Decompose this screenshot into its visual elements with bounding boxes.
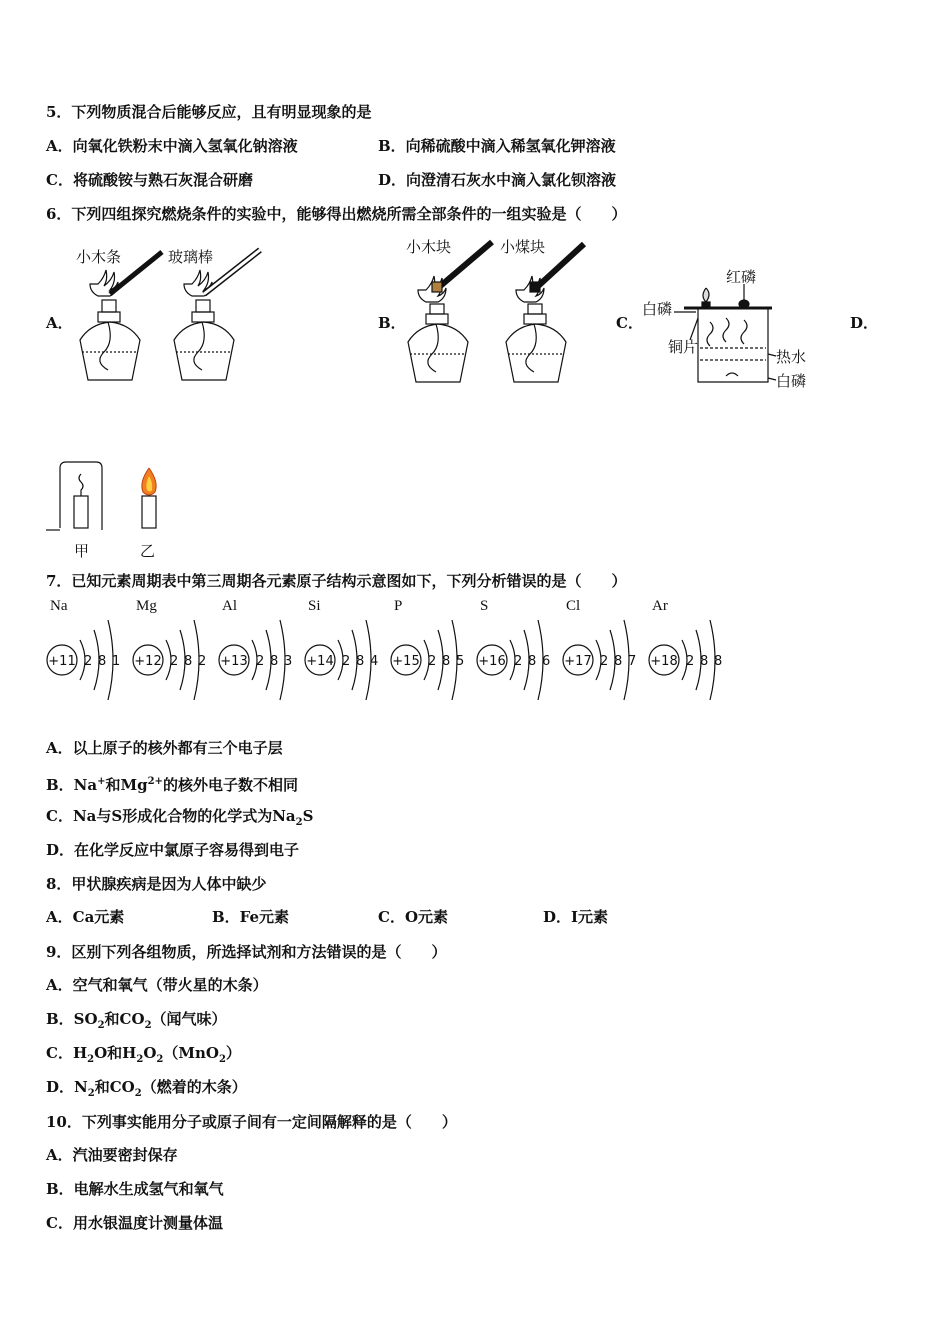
q6-stem: 6．下列四组探究燃烧条件的实验中，能够得出燃烧所需全部条件的一组实验是（ ） <box>46 205 627 223</box>
q7-b-sup2: 2+ <box>147 776 163 787</box>
nucleus-charge: +17 <box>564 654 592 669</box>
figure-d-candles <box>44 460 174 560</box>
atom-symbol-cl: Cl <box>566 598 581 614</box>
q7-c-sub: 2 <box>295 817 303 828</box>
q5-stem: 5．下列物质混合后能够反应，且有明显现象的是 <box>46 103 372 121</box>
fig-c-red-phosphorus-label: 红磷 <box>726 268 757 286</box>
q10-option-b: B．电解水生成氢气和氧气 <box>46 1180 224 1198</box>
q9-option-a: A．空气和氧气（带火星的木条） <box>46 976 268 994</box>
q8-stem: 8．甲状腺疾病是因为人体中缺少 <box>46 875 267 893</box>
nucleus-charge: +14 <box>306 654 334 669</box>
q9-c-mid3: （MnO <box>163 1044 219 1062</box>
q6-label-a: A． <box>46 314 73 332</box>
q7-b-sup1: + <box>97 776 106 787</box>
electron-count: 2 <box>198 654 207 669</box>
atom-symbol-al: Al <box>222 598 237 614</box>
electron-count: 8 <box>614 654 623 669</box>
q5-option-c: C．将硫酸铵与熟石灰混合研磨 <box>46 171 253 189</box>
q9-b-pre: B．SO <box>46 1010 98 1028</box>
nucleus-charge: +12 <box>134 654 162 669</box>
fig-c-copper-label: 铜片 <box>668 338 699 356</box>
q7-stem: 7．已知元素周期表中第三周期各元素原子结构示意图如下，下列分析错误的是（ ） <box>46 572 627 590</box>
electron-count: 2 <box>600 654 609 669</box>
q10-option-c: C．用水银温度计测量体温 <box>46 1214 223 1232</box>
figure-c-beaker <box>640 262 830 394</box>
fig-c-white-phosphorus-top-label: 白磷 <box>642 300 673 318</box>
electron-count: 8 <box>98 654 107 669</box>
electron-count: 2 <box>256 654 265 669</box>
q9-d-sub2: 2 <box>134 1088 142 1099</box>
q7-b-post: 的核外电子数不相同 <box>162 776 298 794</box>
atom-structure-ar <box>646 616 730 708</box>
electron-count: 3 <box>284 654 293 669</box>
fig-a-right-label: 玻璃棒 <box>168 248 214 266</box>
q8-option-b: B．Fe元素 <box>212 908 290 926</box>
nucleus-charge: +13 <box>220 654 248 669</box>
atom-structure-si <box>302 616 386 708</box>
q6-label-d: D． <box>850 314 879 332</box>
atom-structure-mg <box>130 616 214 708</box>
electron-count: 2 <box>342 654 351 669</box>
atom-structure-p <box>388 616 472 708</box>
atom-structure-s <box>474 616 558 708</box>
atom-symbol-ar: Ar <box>652 598 668 614</box>
q10-option-a: A．汽油要密封保存 <box>46 1146 178 1164</box>
q8-option-a: A．Ca元素 <box>46 908 125 926</box>
q9-c-mid: O和H <box>94 1044 137 1062</box>
figure-b-alcohol-lamps <box>400 236 600 392</box>
q6-label-b: B． <box>378 314 406 332</box>
alcohol-lamp-right-icon <box>506 244 584 382</box>
electron-count: 8 <box>528 654 537 669</box>
q9-stem: 9．区别下列各组物质，所选择试剂和方法错误的是（ ） <box>46 943 447 961</box>
q7-option-b <box>46 773 298 794</box>
electron-count: 2 <box>170 654 179 669</box>
atom-symbol-p: P <box>394 598 403 614</box>
electron-count: 1 <box>112 654 121 669</box>
atom-symbol-si: Si <box>308 598 321 614</box>
q9-b-mid: 和CO <box>104 1010 145 1028</box>
q9-d-sub1: 2 <box>87 1088 95 1099</box>
fig-d-left-label: 甲 <box>74 542 90 560</box>
electron-count: 8 <box>714 654 723 669</box>
alcohol-lamp-right-icon <box>174 250 260 380</box>
q9-b-sub2: 2 <box>144 1020 152 1031</box>
q7-option-d: D．在化学反应中氯原子容易得到电子 <box>46 841 300 859</box>
electron-count: 6 <box>542 654 551 669</box>
q9-c-mid2: O <box>143 1044 157 1062</box>
nucleus-charge: +15 <box>392 654 420 669</box>
q5-option-d: D．向澄清石灰水中滴入氯化钡溶液 <box>378 171 617 189</box>
fig-d-right-label: 乙 <box>140 542 156 560</box>
electron-count: 2 <box>514 654 523 669</box>
q9-d-pre: D．N <box>46 1078 88 1096</box>
alcohol-lamp-left-icon <box>80 252 162 380</box>
electron-count: 2 <box>686 654 695 669</box>
fig-b-left-label: 小木块 <box>406 238 452 256</box>
electron-count: 5 <box>456 654 465 669</box>
q9-option-c <box>46 1044 241 1069</box>
nucleus-charge: +11 <box>48 654 76 669</box>
electron-count: 8 <box>356 654 365 669</box>
q9-option-b <box>46 1010 227 1035</box>
fig-c-white-phosphorus-bottom-label: 白磷 <box>776 372 807 390</box>
figure-a-alcohol-lamps <box>70 236 270 392</box>
q7-option-a: A．以上原子的核外都有三个电子层 <box>46 739 283 757</box>
q5-option-b: B．向稀硫酸中滴入稀氢氧化钾溶液 <box>378 137 616 155</box>
atom-structure-al <box>216 616 300 708</box>
electron-count: 8 <box>442 654 451 669</box>
nucleus-charge: +16 <box>478 654 506 669</box>
q9-b-post: （闻气味） <box>151 1010 227 1028</box>
nucleus-charge: +18 <box>650 654 678 669</box>
atom-symbol-na: Na <box>50 598 68 614</box>
q9-option-d <box>46 1078 247 1103</box>
atom-symbol-s: S <box>480 598 489 614</box>
q6-label-c: C． <box>616 314 643 332</box>
q8-option-c: C．O元素 <box>378 908 449 926</box>
electron-count: 7 <box>628 654 637 669</box>
q9-d-mid: 和CO <box>94 1078 135 1096</box>
q9-d-post: （燃着的木条） <box>141 1078 247 1096</box>
q8-option-d: D．I元素 <box>543 908 609 926</box>
q9-c-sub4: 2 <box>218 1054 226 1065</box>
fig-a-left-label: 小木条 <box>76 248 122 266</box>
q9-c-sub1: 2 <box>87 1054 95 1065</box>
q9-c-post: ） <box>225 1044 241 1062</box>
atom-structure-na <box>44 616 128 708</box>
atom-diagram-row <box>44 596 744 716</box>
q9-c-sub2: 2 <box>136 1054 144 1065</box>
atom-structure-cl <box>560 616 644 708</box>
q9-c-pre: C．H <box>46 1044 88 1062</box>
electron-count: 8 <box>184 654 193 669</box>
electron-count: 2 <box>84 654 93 669</box>
fig-b-right-label: 小煤块 <box>500 238 546 256</box>
q7-b-pre: B．Na <box>46 776 98 794</box>
q10-stem: 10．下列事实能用分子或原子间有一定间隔解释的是（ ） <box>46 1113 457 1131</box>
q9-b-sub1: 2 <box>97 1020 105 1031</box>
electron-count: 8 <box>700 654 709 669</box>
q5-option-a: A．向氧化铁粉末中滴入氢氧化钠溶液 <box>46 137 298 155</box>
alcohol-lamp-left-icon <box>408 242 492 382</box>
fig-c-hot-water-label: 热水 <box>776 348 807 366</box>
electron-count: 2 <box>428 654 437 669</box>
q7-c-post: S <box>302 807 314 825</box>
electron-count: 8 <box>270 654 279 669</box>
q7-b-mid: 和Mg <box>105 776 148 794</box>
q9-c-sub3: 2 <box>156 1054 164 1065</box>
atom-symbol-mg: Mg <box>136 598 157 614</box>
q7-option-c <box>46 807 313 832</box>
q7-c-pre: C．Na与S形成化合物的化学式为Na <box>46 807 296 825</box>
electron-count: 4 <box>370 654 379 669</box>
